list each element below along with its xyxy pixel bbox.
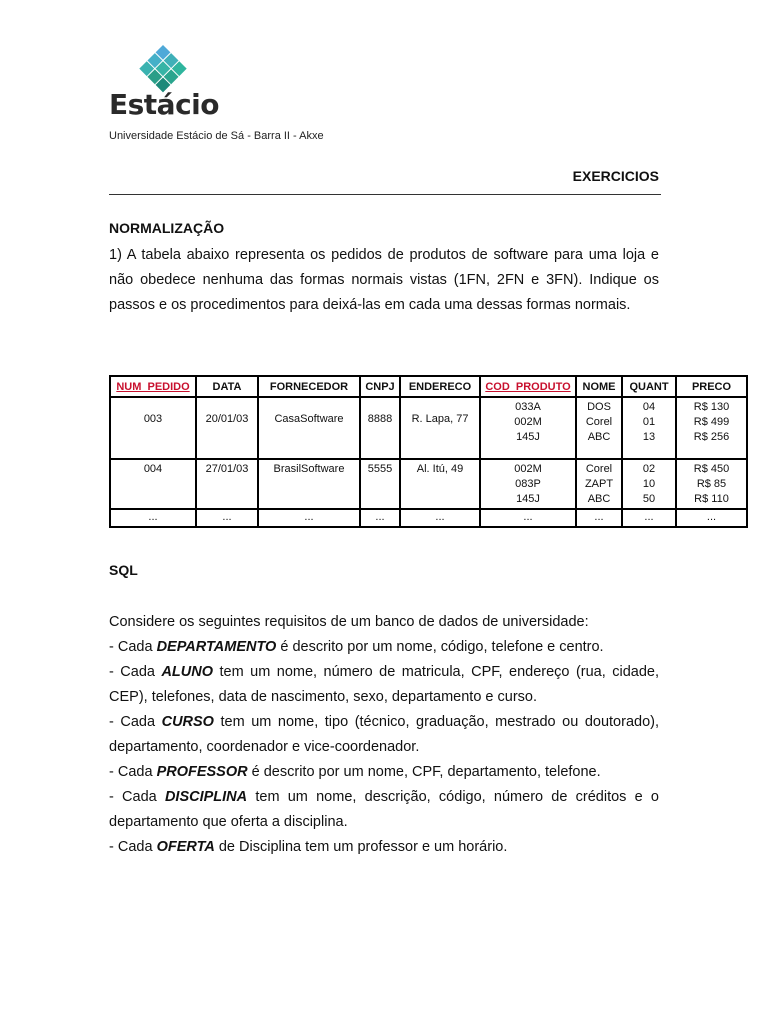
cell-nome: [576, 397, 622, 459]
requirement-item: [109, 710, 659, 760]
ellipsis-cell: ...: [110, 509, 196, 527]
entity-name: DISCIPLINA: [164, 789, 248, 805]
cell-num-pedido: 003: [110, 397, 196, 459]
requirement-text: tem um nome, tipo (técnico, graduação, mestrado ou doutorado), departamento, coordenador e vice-coordenador.: [109, 714, 659, 755]
column-header-preco: PRECO: [676, 376, 747, 397]
cod-produto-item: 002M: [514, 463, 542, 475]
nome-item: Corel: [585, 463, 613, 475]
entity-name: CURSO: [161, 714, 214, 730]
cell-cod-produto: [480, 397, 576, 459]
cod-produto-item: 083P: [515, 478, 541, 490]
entity-name: ALUNO: [161, 664, 214, 680]
column-header-fornecedor: FORNECEDOR: [258, 376, 360, 397]
requirement-text: de Disciplina tem um professor e um horário.: [214, 839, 508, 855]
cod-produto-item: 145J: [516, 493, 540, 505]
quant-item: 04: [642, 401, 656, 413]
nome-item: ZAPT: [584, 478, 614, 490]
cell-quant: [622, 397, 676, 459]
ellipsis-cell: ...: [400, 509, 480, 527]
requirement-prefix: - Cada: [109, 714, 162, 730]
table-header-row: [110, 376, 747, 397]
entity-name: OFERTA: [156, 839, 215, 855]
ellipsis-cell: ...: [676, 509, 747, 527]
cell-endereco: Al. Itú, 49: [400, 459, 480, 509]
column-header-cod-produto: COD_PRODUTO: [480, 376, 576, 397]
quant-item: 02: [642, 463, 656, 475]
preco-item: R$ 110: [694, 493, 729, 505]
cell-preco: [676, 397, 747, 459]
header-divider: [109, 194, 661, 195]
cell-num-pedido: 004: [110, 459, 196, 509]
quant-item: 50: [642, 493, 656, 505]
sql-requirements: [109, 610, 659, 860]
cell-quant: [622, 459, 676, 509]
entity-name: PROFESSOR: [156, 764, 248, 780]
ellipsis-cell: ...: [622, 509, 676, 527]
column-header-num-pedido: NUM_PEDIDO: [110, 376, 196, 397]
column-header-cnpj: CNPJ: [360, 376, 400, 397]
quant-item: 13: [642, 431, 656, 443]
table-row: [110, 459, 747, 509]
sql-intro: Considere os seguintes requisitos de um banco de dados de universidade:: [109, 614, 589, 630]
requirement-text: é descrito por um nome, CPF, departamento, telefone.: [247, 764, 601, 780]
nome-item: Corel: [585, 416, 613, 428]
quant-item: 01: [642, 416, 656, 428]
cell-nome: [576, 459, 622, 509]
cell-cnpj: 8888: [360, 397, 400, 459]
preco-item: R$ 256: [693, 431, 730, 443]
requirement-prefix: - Cada: [109, 839, 157, 855]
preco-item: R$ 85: [696, 478, 727, 490]
cell-data: 20/01/03: [196, 397, 258, 459]
cell-fornecedor: BrasilSoftware: [258, 459, 360, 509]
requirement-item: [109, 835, 659, 860]
column-header-data: DATA: [196, 376, 258, 397]
requirement-text: é descrito por um nome, código, telefone e centro.: [276, 639, 604, 655]
requirement-text: tem um nome, descrição, código, número de créditos e o departamento que oferta a disciplina.: [109, 789, 659, 830]
nome-item: DOS: [587, 401, 611, 413]
column-header-quant: QUANT: [622, 376, 676, 397]
requirement-item: [109, 785, 659, 835]
requirement-item: [109, 660, 659, 710]
cod-produto-item: 145J: [516, 431, 540, 443]
cell-preco: [676, 459, 747, 509]
cod-produto-item: 002M: [514, 416, 542, 428]
requirement-text: tem um nome, número de matricula, CPF, endereço (rua, cidade, CEP), telefones, data de nascimento, sexo, departamento e curso.: [109, 664, 659, 705]
preco-item: R$ 450: [693, 463, 730, 475]
orders-table: [109, 375, 748, 528]
requirement-prefix: - Cada: [109, 789, 165, 805]
ellipsis-cell: ...: [576, 509, 622, 527]
requirement-item: [109, 635, 659, 660]
cell-cod-produto: [480, 459, 576, 509]
cell-cnpj: 5555: [360, 459, 400, 509]
ellipsis-cell: ...: [258, 509, 360, 527]
preco-item: R$ 130: [693, 401, 730, 413]
preco-item: R$ 499: [693, 416, 730, 428]
cell-endereco: R. Lapa, 77: [400, 397, 480, 459]
column-header-endereco: ENDERECO: [400, 376, 480, 397]
brand-name: Estácio: [109, 88, 220, 121]
quant-item: 10: [642, 478, 656, 490]
ellipsis-cell: ...: [360, 509, 400, 527]
normalizacao-heading: NORMALIZAÇÃO: [109, 220, 225, 236]
nome-item: ABC: [587, 493, 611, 505]
nome-item: ABC: [587, 431, 611, 443]
cod-produto-item: 033A: [515, 401, 541, 413]
sql-heading: SQL: [109, 562, 138, 578]
entity-name: DEPARTAMENTO: [156, 639, 277, 655]
cell-fornecedor: CasaSoftware: [258, 397, 360, 459]
requirement-prefix: - Cada: [109, 639, 157, 655]
cell-data: 27/01/03: [196, 459, 258, 509]
column-header-nome: NOME: [576, 376, 622, 397]
requirement-item: [109, 760, 659, 785]
ellipsis-cell: ...: [480, 509, 576, 527]
table-row: [110, 397, 747, 459]
ellipsis-cell: ...: [196, 509, 258, 527]
university-subtitle: Universidade Estácio de Sá - Barra II - Akxe: [109, 130, 324, 142]
requirement-prefix: - Cada: [109, 764, 157, 780]
section-title: EXERCICIOS: [572, 168, 659, 184]
normalizacao-question: 1) A tabela abaixo representa os pedidos de produtos de software para uma loja e não obedece nenhuma das formas normais vistas (1FN, 2FN e 3FN). Indique os passos e os procedimentos para deixá-las em cada uma dessas formas normais.: [109, 247, 659, 313]
requirement-prefix: - Cada: [109, 664, 162, 680]
table-ellipsis-row: [110, 509, 747, 527]
